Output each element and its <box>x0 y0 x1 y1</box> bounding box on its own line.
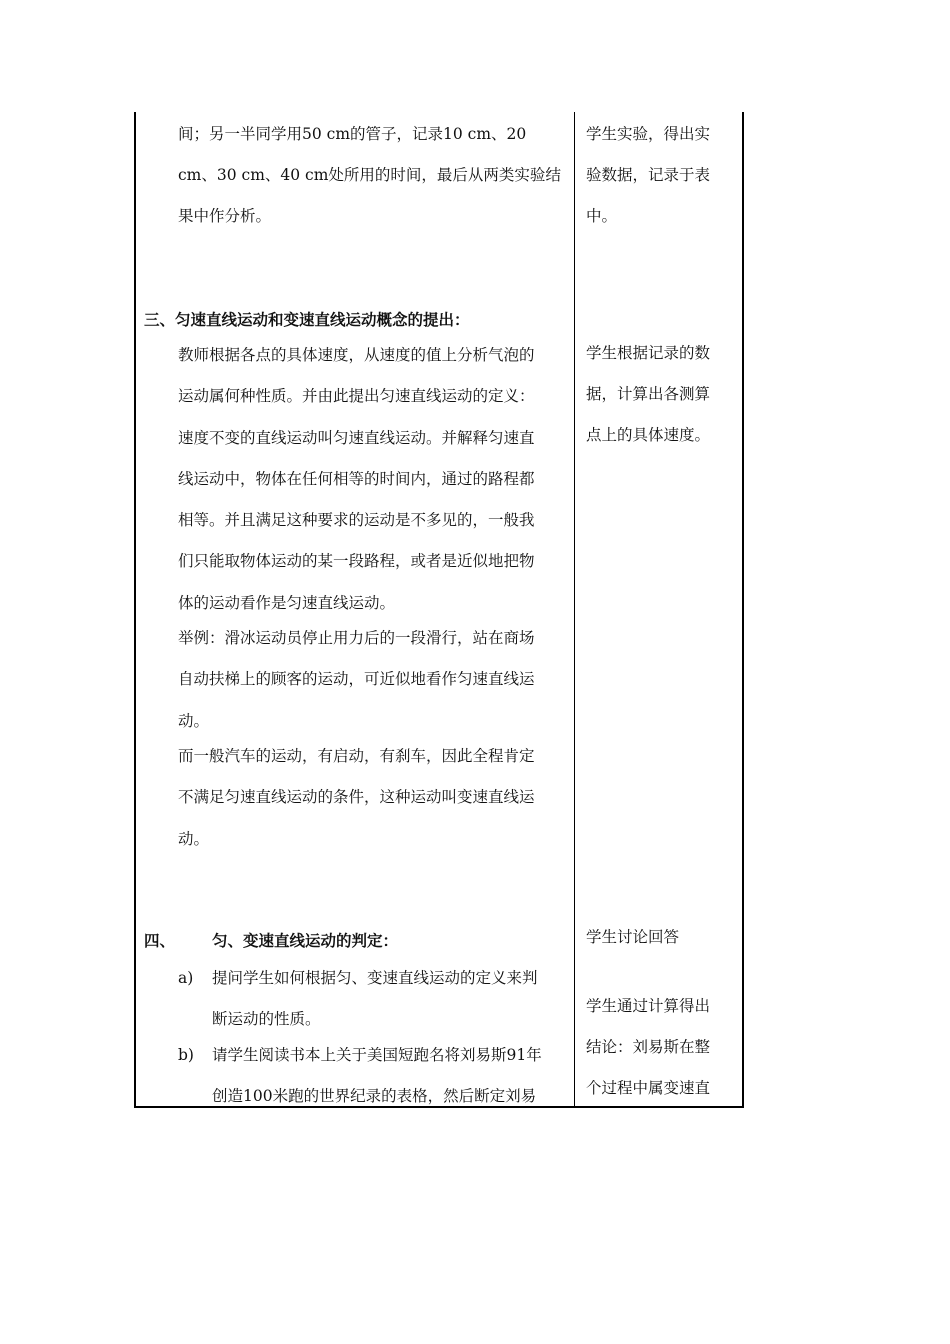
section-3-line: 们只能取物体运动的某一段路程，或者是近似地把物 <box>178 552 535 570</box>
student-activity-line: 学生讨论回答 <box>586 928 680 946</box>
list-item-b-line: 创造100米跑的世界纪录的表格，然后断定刘易 <box>212 1087 537 1105</box>
list-item-a-line: 提问学生如何根据匀、变速直线运动的定义来判 <box>212 969 538 987</box>
section-3-line: 不满足匀速直线运动的条件，这种运动叫变速直线运 <box>178 788 535 806</box>
student-activity-line: 验数据，记录于表 <box>586 166 711 184</box>
section-3-line: 相等。并且满足这种要求的运动是不多见的，一般我 <box>178 511 535 529</box>
student-activity-line: 点上的具体速度。 <box>586 426 711 444</box>
section-3-line: 举例：滑冰运动员停止用力后的一段滑行，站在商场 <box>178 629 535 647</box>
student-activity-line: 学生根据记录的数 <box>586 344 711 362</box>
student-activity-line: 学生实验，得出实 <box>586 125 711 143</box>
intro-line-1: 间；另一半同学用50 cm的管子，记录10 cm、20 <box>178 125 527 143</box>
section-3-line: 动。 <box>178 830 210 848</box>
section-3-heading: 三、匀速直线运动和变速直线运动概念的提出： <box>144 310 470 329</box>
list-marker-b: b) <box>178 1046 194 1064</box>
intro-line-2: cm、30 cm、40 cm处所用的时间，最后从两类实验结 <box>178 166 561 184</box>
section-3-line: 速度不变的直线运动叫匀速直线运动。并解释匀速直 <box>178 429 535 447</box>
section-4-number: 四、 <box>144 931 176 950</box>
student-activity-line: 据，计算出各测算 <box>586 385 711 403</box>
student-activity-line: 个过程中属变速直 <box>586 1079 711 1097</box>
list-marker-a: a) <box>178 969 194 987</box>
section-4-heading: 匀、变速直线运动的判定： <box>212 931 399 950</box>
section-3-line: 而一般汽车的运动，有启动，有刹车，因此全程肯定 <box>178 747 535 765</box>
intro-line-3: 果中作分析。 <box>178 207 272 225</box>
section-3-line: 体的运动看作是匀速直线运动。 <box>178 594 396 612</box>
column-divider <box>574 112 575 1108</box>
list-item-b-line: 请学生阅读书本上关于美国短跑名将刘易斯91年 <box>212 1046 542 1064</box>
section-3-line: 运动属何种性质。并由此提出匀速直线运动的定义： <box>178 387 535 405</box>
list-item-a-line: 断运动的性质。 <box>212 1010 321 1028</box>
section-3-line: 教师根据各点的具体速度，从速度的值上分析气泡的 <box>178 346 535 364</box>
student-activity-line: 学生通过计算得出 <box>586 997 711 1015</box>
section-3-line: 线运动中，物体在任何相等的时间内，通过的路程都 <box>178 470 535 488</box>
section-3-line: 动。 <box>178 712 210 730</box>
section-3-line: 自动扶梯上的顾客的运动，可近似地看作匀速直线运 <box>178 670 535 688</box>
student-activity-line: 中。 <box>586 207 618 225</box>
student-activity-line: 结论：刘易斯在整 <box>586 1038 711 1056</box>
